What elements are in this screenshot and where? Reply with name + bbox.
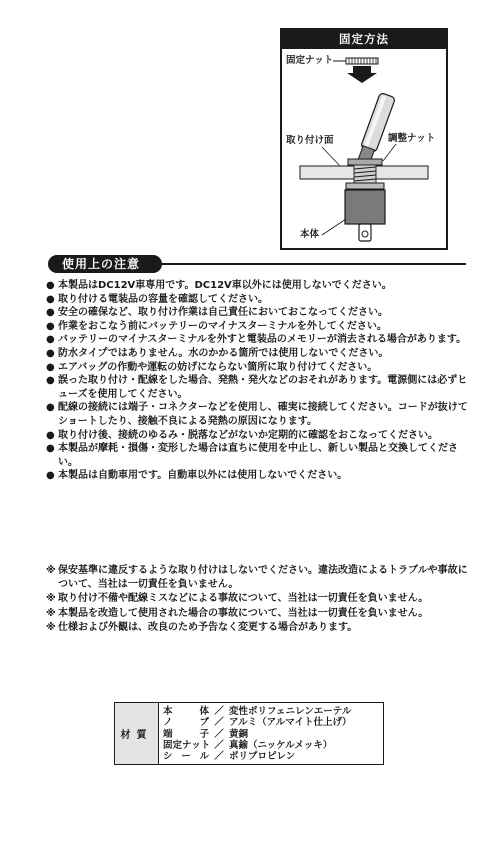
adjust-nut-label: 調整ナット (388, 133, 436, 144)
caution-item: ● 配線の接続には端子・コネクターなどを使用し、確実に接続してください。コードが抜けてショートしたり、接触不良による発熱の原因になります。 (46, 402, 468, 427)
caution-title: 使用上の注意 (48, 255, 162, 273)
bullet-icon: ● (46, 402, 55, 414)
note-mark: ※ (46, 621, 56, 633)
fixing-nut-label: 固定ナット (286, 55, 334, 66)
material-row: ノブ ／ アルミ（アルマイト仕上げ） (163, 717, 352, 729)
caution-item: ● 本製品は自動車用です。自動車以外には使用しないでください。 (46, 470, 348, 482)
fixing-nut-graphic (346, 58, 378, 64)
body-label: 本体 (300, 229, 320, 240)
bullet-icon: ● (46, 347, 55, 359)
caution-item: ● 安全の確保など、取り付け作業は自己責任においておこなってください。 (46, 307, 388, 319)
note-item: ※ 仕様および外観は、改良のため予告なく変更する場合があります。 (46, 621, 470, 635)
material-rows (159, 703, 383, 764)
material-row: 端子 ／ 黄銅 (163, 728, 249, 740)
caution-item: ● 取り付ける電装品の容量を確認してください。 (46, 293, 268, 305)
note-item: ※ 本製品を改造して使用された場合の事故について、当社は一切責任を負いません。 (46, 607, 470, 621)
bullet-icon: ● (46, 470, 55, 482)
caution-item: ● 誤った取り付け・配線をした場合、発熱・発火などのおそれがあります。電源側には必ずヒューズを使用してください。 (46, 375, 468, 400)
notes-list (46, 564, 470, 635)
bullet-icon: ● (46, 361, 55, 373)
install-method-box (280, 28, 448, 250)
note-mark: ※ (46, 593, 56, 605)
switch-body-graphic (345, 190, 385, 224)
note-mark: ※ (46, 607, 56, 619)
bullet-icon: ● (46, 334, 55, 346)
caution-item: ● バッテリーのマイナスターミナルを外すと電装品のメモリーが消去される場合があります。 (46, 334, 467, 346)
caution-item: ● 防水タイプではありません。水のかかる箇所では使用しないでください。 (46, 347, 389, 359)
caution-list (46, 279, 468, 483)
caution-item: ● 本製品はDC12V車専用です。DC12V車以外には使用しないでください。 (46, 280, 392, 291)
material-title: 材質 (115, 703, 159, 764)
bullet-icon: ● (46, 280, 55, 291)
bullet-icon: ● (46, 320, 55, 332)
down-arrow-icon (347, 66, 377, 83)
material-row: 本体 ／ 変性ポリフェニレンエーテル (163, 706, 352, 717)
bullet-icon: ● (46, 307, 55, 319)
material-row: 固定ナット ／ 真鍮（ニッケルメッキ） (163, 739, 333, 751)
bullet-icon: ● (46, 429, 55, 441)
caution-item: ● エアバッグの作動や運転の妨げにならない箇所に取り付けてください。 (46, 361, 378, 373)
caution-item: ● 作業をおこなう前にバッテリーのマイナスターミナルを外してください。 (46, 320, 387, 332)
install-diagram (282, 49, 446, 248)
material-row: シール ／ ポリプロピレン (163, 751, 296, 763)
knob-graphic (356, 92, 395, 163)
bullet-icon: ● (46, 293, 55, 305)
caution-item: ● 取り付け後、接続のゆるみ・脱落などがないか定期的に確認をおこなってください。 (46, 429, 438, 441)
note-item: ※ 取り付け不備や配線ミスなどによる事故について、当社は一切責任を負いません。 (46, 592, 470, 606)
toggle-switch-diagram (282, 49, 446, 248)
bullet-icon: ● (46, 443, 55, 455)
note-mark: ※ (46, 565, 56, 576)
material-table (114, 702, 384, 765)
caution-item: ● 本製品が摩耗・損傷・変形した場合は直ちに使用を中止し、新しい製品と交換してください。 (46, 443, 458, 468)
note-item: ※ 保安基準に違反するような取り付けはしないでください。違法改造によるトラブルや事故について、当社は一切責任を負いません。 (46, 564, 470, 592)
mounting-surface-label: 取り付け面 (286, 135, 334, 146)
caution-section-header (48, 255, 466, 273)
install-method-title: 固定方法 (282, 30, 446, 49)
bullet-icon: ● (46, 375, 55, 387)
